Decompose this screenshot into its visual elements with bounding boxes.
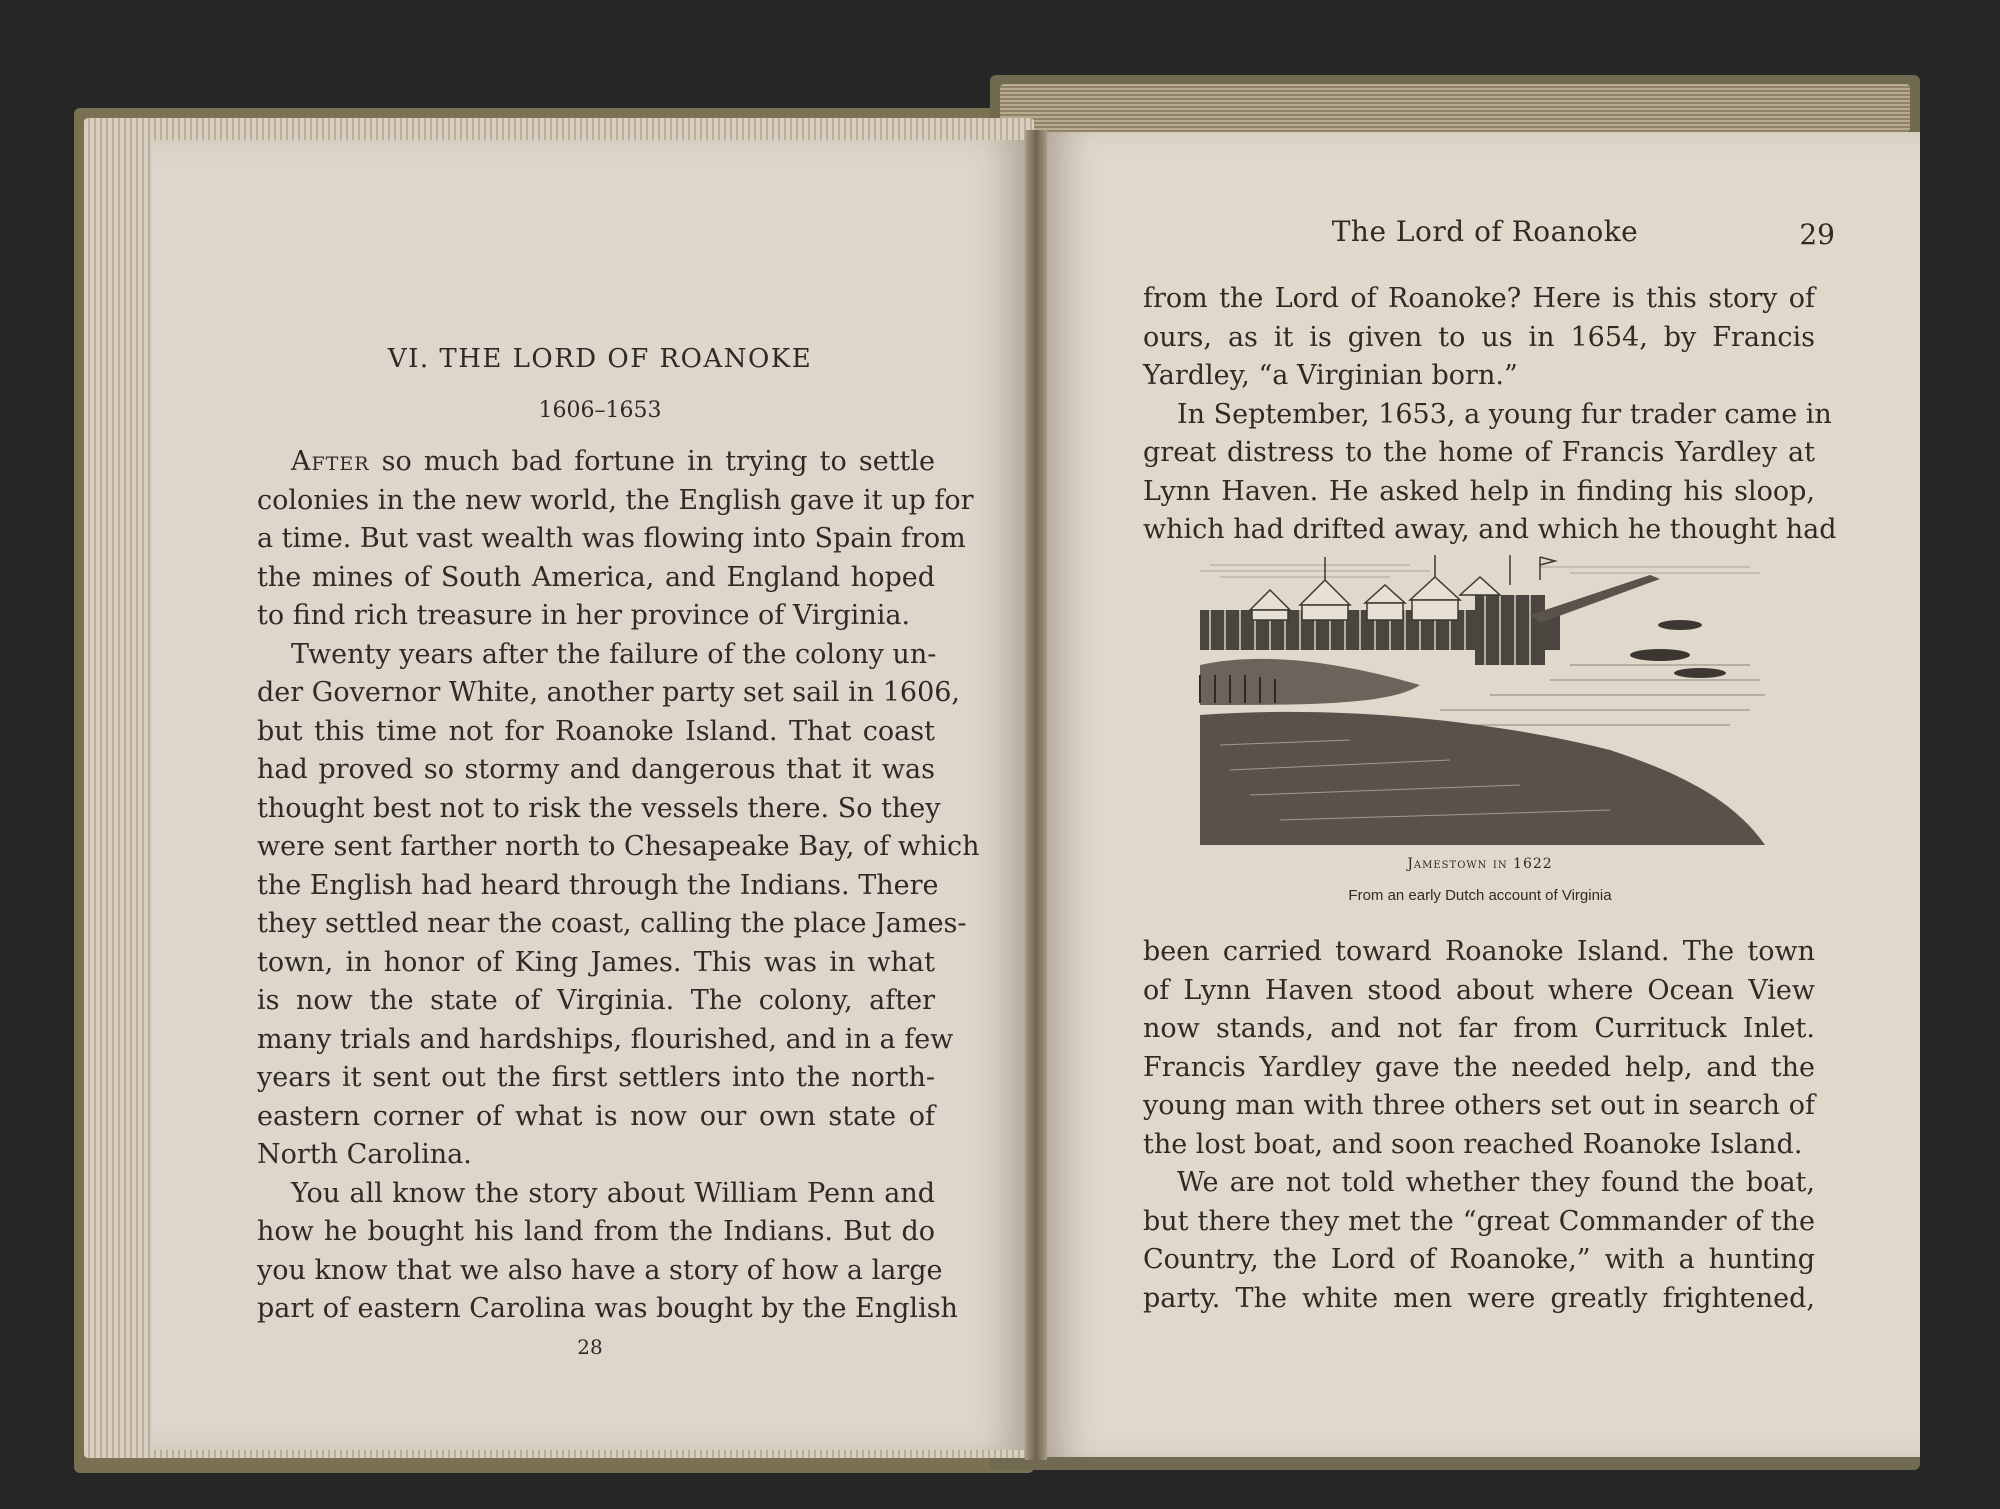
text-line: Country, the Lord of Roanoke,” with a hunting — [1143, 1244, 1815, 1275]
text-line: but this time not for Roanoke Island. That coast — [257, 715, 935, 747]
running-head: The Lord of Roanoke — [1331, 215, 1639, 248]
text-line: they settled near the coast, calling the place James- — [257, 908, 967, 939]
text-line: of Lynn Haven stood about where Ocean View — [1143, 974, 1815, 1006]
text-line: eastern corner of what is now our own state of — [257, 1100, 935, 1132]
text-line: great distress to the home of Francis Yardley at — [1143, 437, 1815, 468]
text-line: the mines of South America, and England hoped — [257, 561, 935, 593]
text-line: but there they met the “great Commander of the — [1143, 1205, 1815, 1237]
text-line: thought best not to risk the vessels there. So they — [257, 792, 941, 824]
page-number-left: 28 — [577, 1335, 603, 1359]
text-line: You all know the story about William Penn and — [291, 1177, 935, 1209]
text-line: years it sent out the first settlers into the north- — [257, 1062, 935, 1093]
text-line: had proved so stormy and dangerous that it was — [257, 754, 935, 785]
right-page-body-top — [1143, 280, 1837, 550]
text-line: We are not told whether they found the boat, — [1177, 1167, 1815, 1198]
text-line: were sent farther north to Chesapeake Bay, of which — [257, 831, 980, 862]
text-line: you know that we also have a story of how a large — [257, 1254, 943, 1286]
text-line: part of eastern Carolina was bought by the English — [257, 1293, 958, 1324]
chapter-dates: 1606–1653 — [538, 398, 662, 423]
text-line: which had drifted away, and which he thought had — [1143, 514, 1837, 545]
text-line: the lost boat, and soon reached Roanoke Island. — [1143, 1128, 1803, 1160]
text-line: many trials and hardships, flourished, and in a few — [257, 1023, 954, 1055]
text-line: from the Lord of Roanoke? Here is this story of — [1143, 283, 1815, 314]
chapter-title: VI. THE LORD OF ROANOKE — [387, 344, 813, 374]
text-line: der Governor White, another party set sail in 1606, — [257, 677, 961, 708]
text-line: young man with three others set out in search of — [1143, 1090, 1815, 1121]
text-line: Francis Yardley gave the needed help, and the — [1143, 1051, 1815, 1083]
text-line: a time. But vast wealth was flowing into Spain from — [257, 523, 966, 554]
text-line: In September, 1653, a young fur trader came in — [1177, 398, 1832, 430]
text-line: is now the state of Virginia. The colony, after — [257, 985, 935, 1016]
book-gutter — [1025, 130, 1047, 1460]
text-line: how he bought his land from the Indians. But do — [257, 1216, 935, 1247]
page-number-right: 29 — [1799, 218, 1835, 251]
text-line: North Carolina. — [257, 1139, 472, 1170]
text-line: now stands, and not far from Currituck Inlet. — [1143, 1013, 1815, 1044]
illustration-caption: Jamestown in 1622 — [1407, 856, 1553, 872]
illustration-credit: From an early Dutch account of Virginia — [1348, 887, 1612, 904]
jamestown-engraving — [1190, 555, 1775, 845]
right-page-body-bottom — [1143, 933, 1815, 1318]
text-line: to find rich treasure in her province of Virginia. — [257, 600, 911, 631]
text-line: ours, as it is given to us in 1654, by Francis — [1143, 321, 1815, 353]
text-line: Yardley, “a Virginian born.” — [1143, 360, 1518, 391]
page-edges-top — [1000, 84, 1910, 132]
text-line: Lynn Haven. He asked help in finding his sloop, — [1143, 475, 1815, 507]
text-line: party. The white men were greatly frightened, — [1143, 1282, 1815, 1314]
text-line: colonies in the new world, the English gave it up for — [257, 484, 974, 516]
text-line: the English had heard through the Indians. There — [257, 869, 939, 901]
text-line: been carried toward Roanoke Island. The town — [1143, 936, 1815, 967]
text-line: Twenty years after the failure of the colony un- — [291, 638, 937, 670]
text-line: After so much bad fortune in trying to settle — [291, 446, 935, 477]
text-line: town, in honor of King James. This was in what — [257, 946, 935, 978]
left-page-body — [257, 443, 980, 1329]
